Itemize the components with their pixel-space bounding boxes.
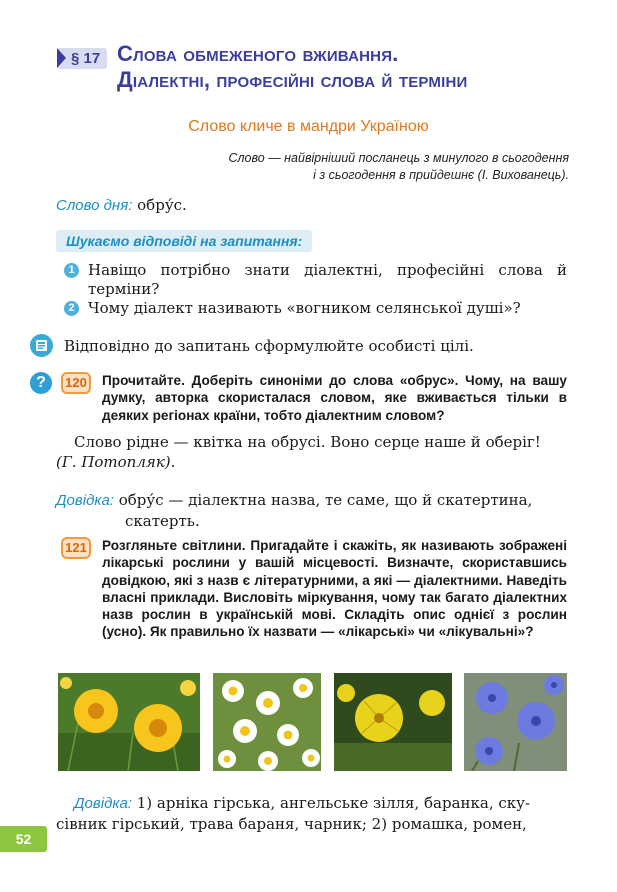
word-of-day: Слово дня: обру́с.	[56, 196, 187, 214]
chicory-photo	[464, 673, 567, 771]
reference-120: Довідка: обру́с — діалектна назва, те саме, що й скатертина, скатерть.	[56, 491, 533, 530]
exercise-task: Прочитайте. Доберіть синоніми до слова «обрус». Чому, на вашу думку, авторка скористалася словом, яке вживається тільки в деяких регіонах країни, тобто діалектним словом?	[102, 373, 567, 423]
section-title	[117, 41, 597, 93]
section-title-line1: Слова обмеженого вживання.	[117, 41, 399, 66]
reference-text: обру́с — діалектна назва, те саме, що й скатертина,	[118, 491, 533, 509]
goals-text: Відповідно до запитань сформулюйте особисті цілі.	[64, 337, 474, 355]
question-item	[64, 299, 567, 318]
reference-label: Довідка	[56, 492, 110, 509]
exercise-number-badge: 120	[61, 372, 91, 394]
question-text: Навіщо потрібно знати діалектні, професійні слова й терміни?	[88, 261, 567, 298]
exercise-task: Розгляньте світлини. Пригадайте і скажіть, як називають зображені лікарські рослини у вашій місцевості. Визначте, скориставшись довідкою, які з назв є літературними, а які — діалектними. Наведіть власні приклади. Висловіть міркування, чому так багато діалектних назв рослин в українській мові. Складіть опис однієї з рослин (усно). Як правильно їх назвати — «лікарські» чи «лікувальні»?	[102, 538, 567, 640]
goals-book-icon	[30, 334, 53, 357]
chamomile-photo	[213, 673, 321, 771]
page-number: 52	[0, 826, 47, 852]
section-title-line2: Діалектні, професійні слова й терміни	[117, 67, 468, 92]
reference-line1: 1) арніка гірська, ангельське зілля, баранка, ску-	[136, 794, 531, 812]
reference-121: Довідка: 1) арніка гірська, ангельське зілля, баранка, ску- сівник гірський, трава бараня, чарник; 2) ромашка, ромен,	[56, 794, 531, 833]
quote-author: (Г. Потопляк).	[56, 453, 176, 471]
question-item	[64, 261, 567, 299]
reference-label: Довідка	[74, 795, 128, 812]
question-icon: ?	[30, 372, 52, 394]
questions-banner: Шукаємо відповіді на запитання:	[56, 230, 312, 252]
subheading: Слово кличе в мандри Україною	[188, 118, 429, 135]
question-text: Чому діалект називають «вогником селянської душі»?	[88, 299, 521, 317]
reference-text-cont: скатерть.	[125, 512, 200, 530]
epigraph-line2: і з сьогодення в прийдешнє (І. Вихованець).	[313, 168, 569, 182]
exercise-number-badge: 121	[61, 537, 91, 559]
word-of-day-label: Слово дня	[56, 197, 129, 214]
reference-line2: сівник гірський, трава бараня, чарник; 2) ромашка, ромен,	[56, 815, 527, 833]
section-chevron-icon	[57, 48, 66, 68]
question-number-badge: 1	[64, 263, 79, 278]
section-number-badge	[57, 48, 107, 69]
quote-text: Слово рідне — квітка на обрусі. Воно серце наше й оберіг!	[74, 433, 541, 451]
arnica-photo	[58, 673, 200, 771]
epigraph-line1: Слово — найвірніший посланець з минулого в сьогодення	[228, 151, 569, 165]
word-of-day-word: обру́с.	[137, 196, 187, 214]
question-number-badge: 2	[64, 301, 79, 316]
quote	[56, 432, 567, 472]
st-johns-wort-photo	[334, 673, 452, 771]
section-number: § 17	[71, 50, 101, 67]
epigraph	[228, 150, 569, 184]
